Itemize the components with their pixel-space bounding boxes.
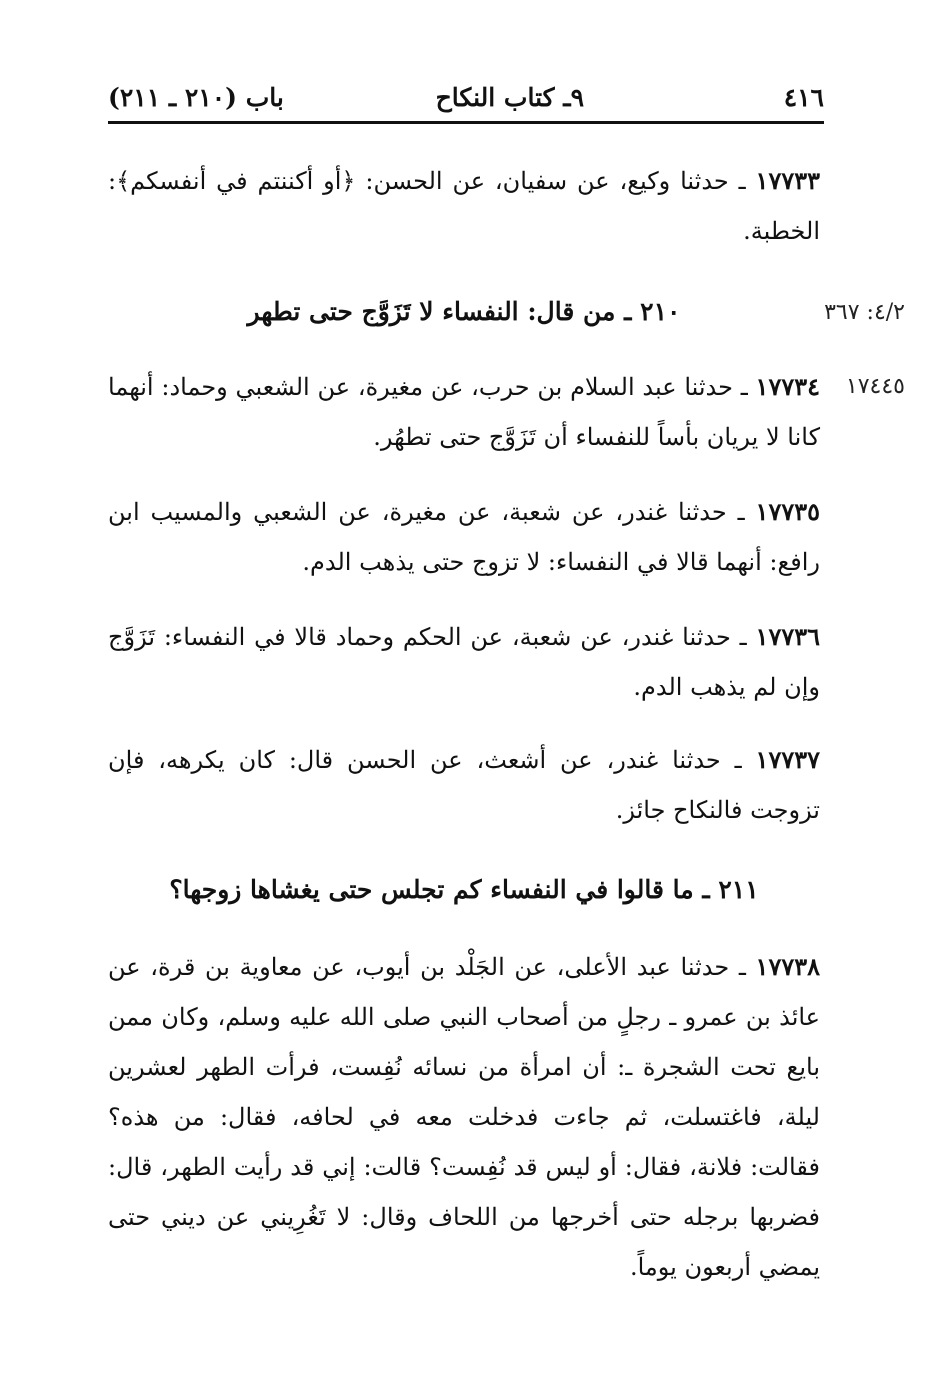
page-number: ٤١٦ [783, 83, 824, 112]
chapter-heading: ٢١١ ـ ما قالوا في النفساء كم تجلس حتى يغشاها زوجها؟ [169, 875, 759, 904]
hadith-text: ـ حدثنا وكيع، عن سفيان، عن الحسن: ﴿أو أكننتم في أنفسكم﴾: الخطبة. [108, 167, 820, 245]
hadith-number: ١٧٧٣٦ [755, 622, 820, 651]
hadith-text: ـ حدثنا غندر، عن شعبة، عن الحكم وحماد قالا في النفساء: تَزَوَّج وإن لم يذهب الدم. [108, 623, 820, 701]
hadith-number: ١٧٧٣٥ [755, 497, 820, 526]
book-title: ٩ـ كتاب النكاح [435, 83, 584, 112]
hadith-number: ١٧٧٣٧ [755, 745, 820, 774]
header-rule [108, 121, 824, 124]
hadith-paragraph [108, 156, 820, 256]
hadith-paragraph [108, 612, 820, 712]
page-header [108, 78, 824, 118]
hadith-text: ـ حدثنا غندر، عن شعبة، عن مغيرة، عن الشعبي والمسيب ابن رافع: أنهما قالا في النفساء: لا تزوج حتى يذهب الدم. [108, 498, 820, 576]
hadith-paragraph [108, 362, 820, 462]
margin-number: ١٧٤٤٥ [845, 374, 905, 399]
chapter-range: باب (٢١٠ ـ ٢١١) [108, 83, 284, 112]
hadith-paragraph [108, 735, 820, 835]
margin-reference: ٤/٢: ٣٦٧ [824, 300, 905, 325]
hadith-text: ـ حدثنا عبد الأعلى، عن الجَلْد بن أيوب، عن معاوية بن قرة، عن عائذ بن عمرو ـ رجلٍ من أصحاب النبي صلى الله عليه وسلم، وكان ممن بايع تحت الشجرة ـ: أن امرأة من نسائه نُفِست، فرأت الطهر لعشرين ليلة، فاغتسلت، ثم جاءت فدخلت معه في لحافه، فقال: من هذه؟ فقالت: فلانة، فقال: أو ليس قد نُفِست؟ قالت: إني قد رأيت الطهر، قال: فضربها برجله حتى أخرجها من اللحاف وقال: لا تَغُرِيني عن ديني حتى يمضي أربعون يوماً. [108, 953, 821, 1281]
hadith-number: ١٧٧٣٨ [755, 952, 820, 981]
hadith-text: ـ حدثنا غندر، عن أشعث، عن الحسن قال: كان يكرهه، فإن تزوجت فالنكاح جائز. [108, 746, 820, 824]
hadith-text: ـ حدثنا عبد السلام بن حرب، عن مغيرة، عن الشعبي وحماد: أنهما كانا لا يريان بأساً للنفساء أن تَزَوَّج حتى تطهُر. [108, 373, 820, 451]
hadith-number: ١٧٧٣٣ [755, 166, 820, 195]
hadith-paragraph [108, 942, 820, 1292]
chapter-heading: ٢١٠ ـ من قال: النفساء لا تَزَوَّج حتى تطهر [247, 297, 681, 326]
hadith-number: ١٧٧٣٤ [755, 372, 820, 401]
hadith-paragraph [108, 487, 820, 587]
